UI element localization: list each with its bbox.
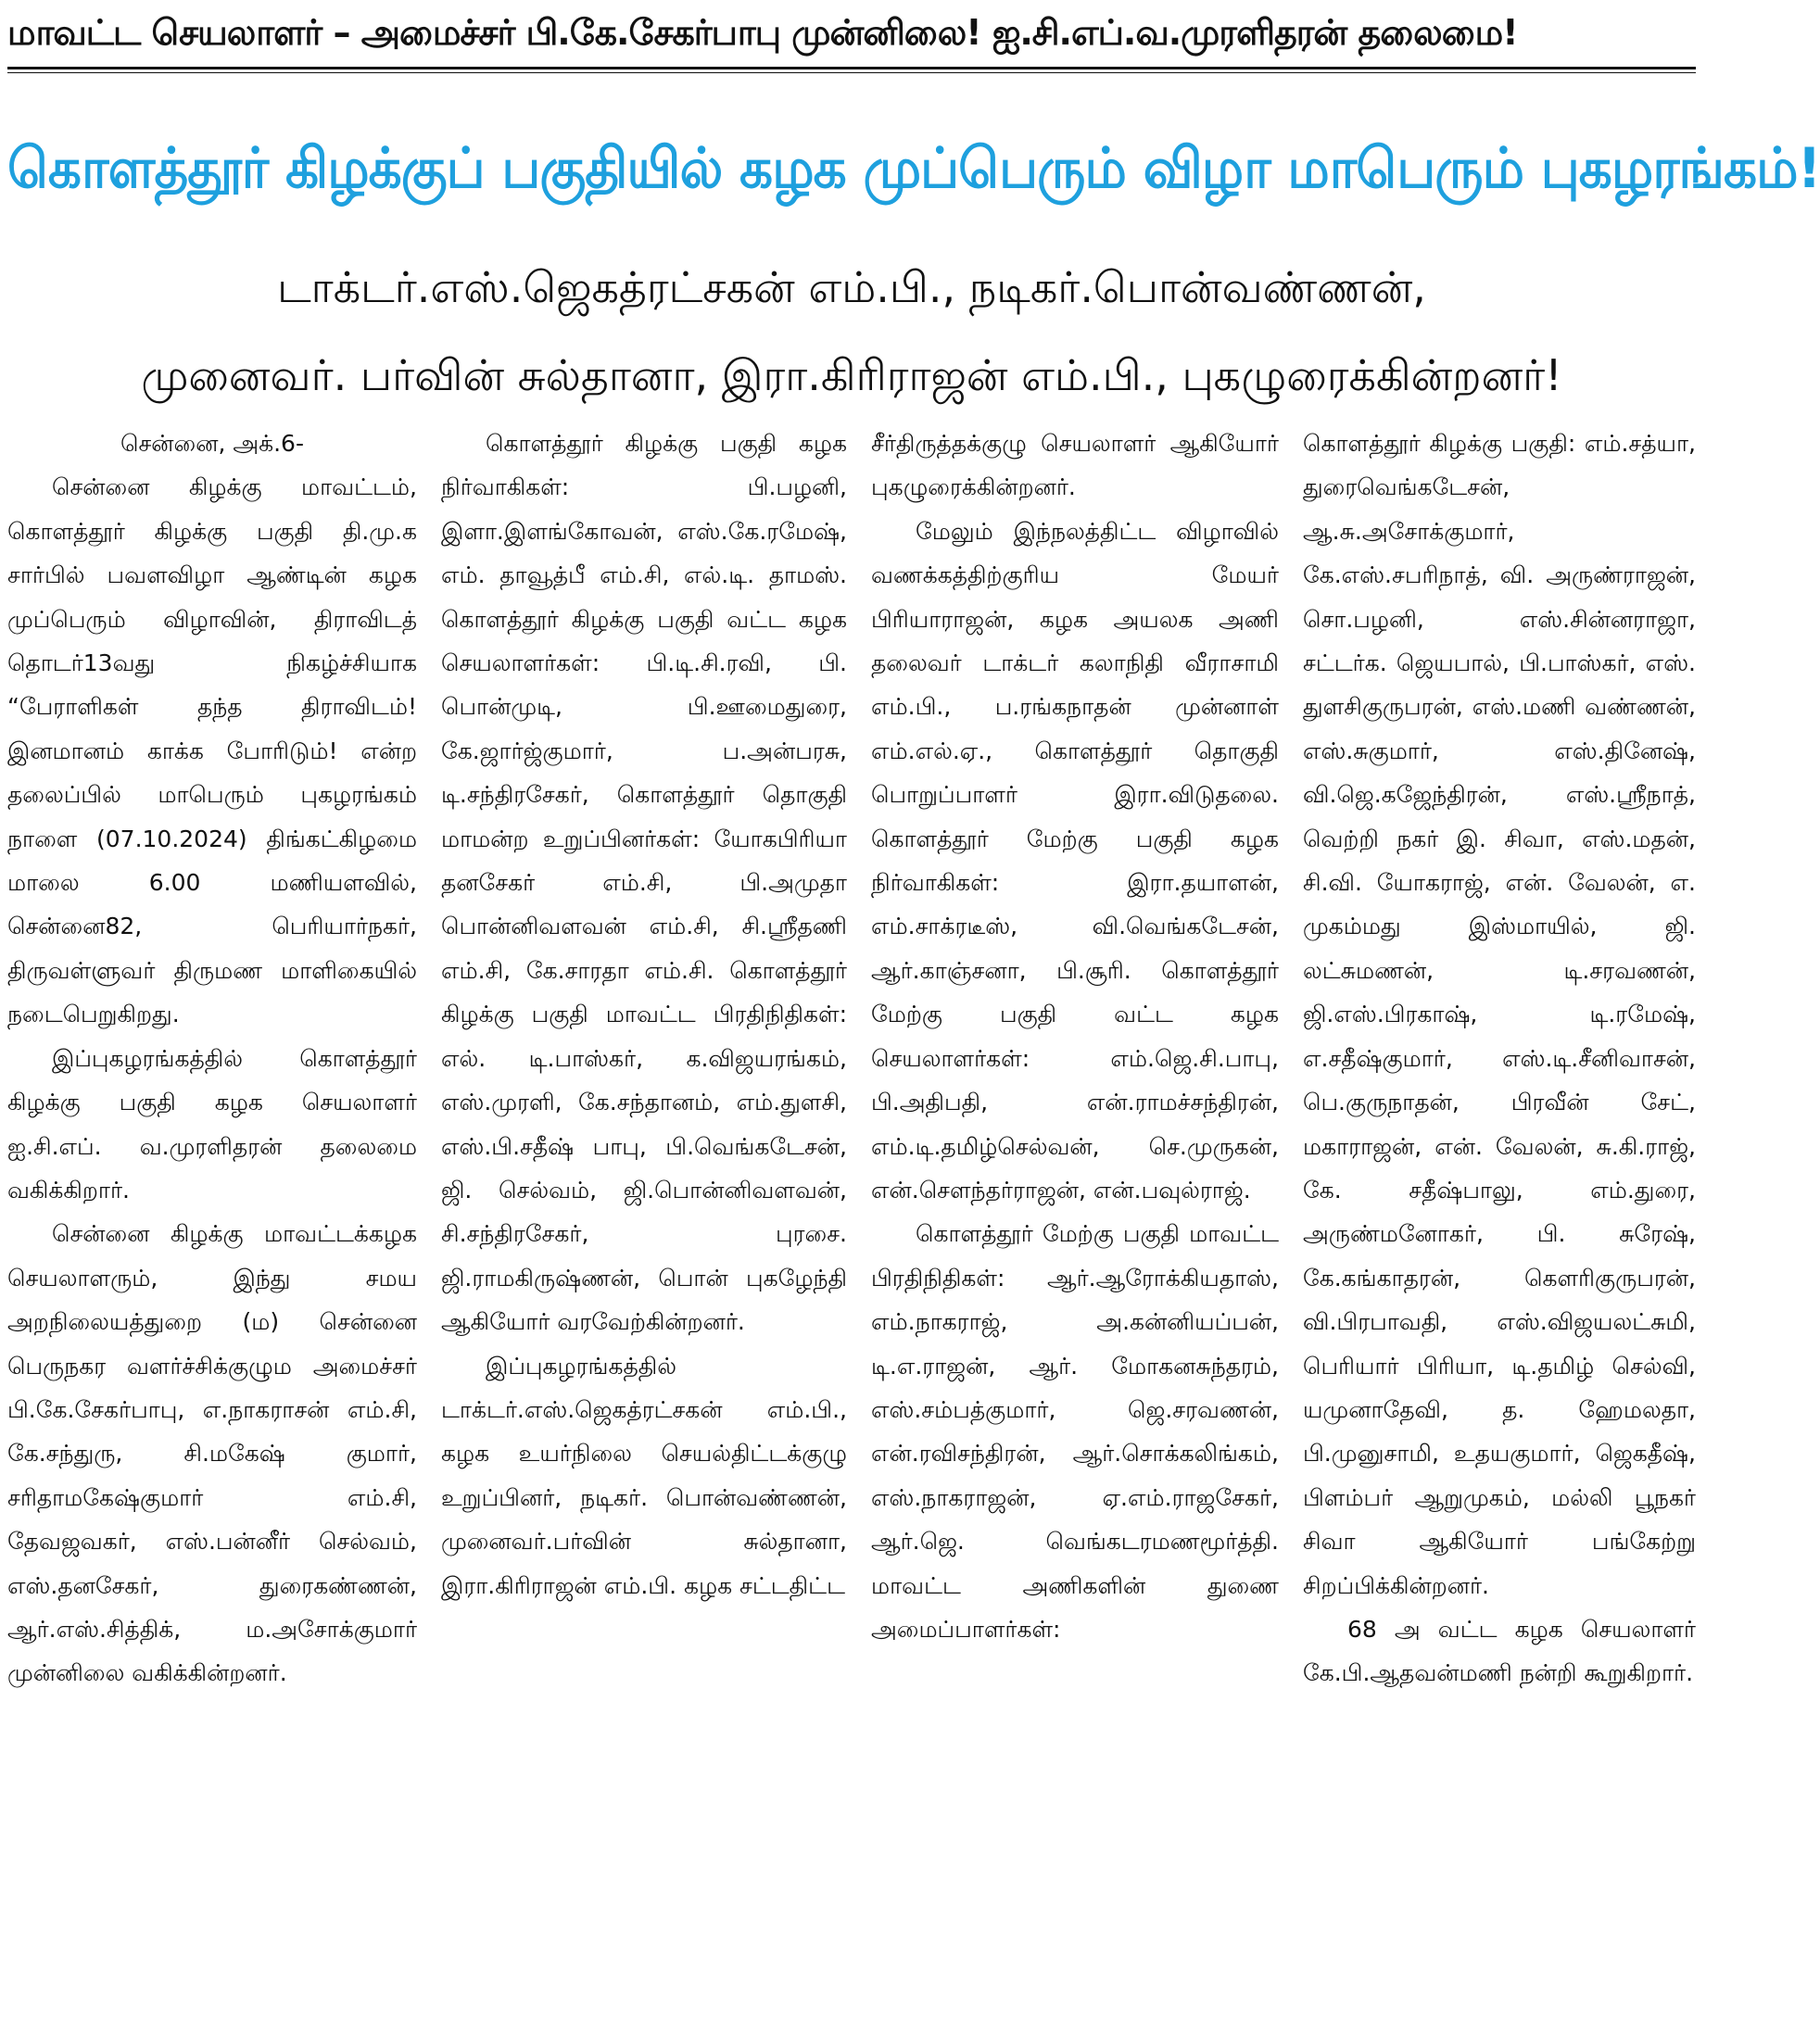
paragraph: கொளத்தூர் கிழக்கு பகுதி: எம்.சத்யா, துரைவெங்கடேசன், ஆ.சு.அசோக்குமார், கே.எஸ்.சபரிநாத், வி. அருண்ராஜன், சொ.பழனி, எஸ்.சின்னராஜா, சட்டர்க. ஜெயபால், பி.பாஸ்கர், எஸ். துளசிகுருபரன், எஸ்.மணி வண்ணன், எஸ்.சுகுமார், எஸ்.தினேஷ், வி.ஜெ.கஜேந்திரன், எஸ்.ஸ்ரீநாத், வெற்றி நகர் இ. சிவா, எஸ்.மதன், சி.வி. யோகராஜ், என். வேலன், எ. முகம்மது இஸ்மாயில், ஜி. லட்சுமணன், டி.சரவணன், ஜி.எஸ்.பிரகாஷ், டி.ரமேஷ், எ.சதீஷ்குமார், எஸ்.டி.சீனிவாசன், பெ.குருநாதன், பிரவீன் சேட், மகாராஜன், என். வேலன், சு.கி.ராஜ், கே. சதீஷ்பாலு, எம்.துரை, அருண்மனோகர், பி. சுரேஷ், கே.கங்காதரன், கௌரிகுருபரன், வி.பிரபாவதி, எஸ்.விஜயலட்சுமி, பெரியார் பிரியா, டி.தமிழ் செல்வி, யமுனாதேவி, த. ஹேமலதா, பி.முனுசாமி, உதயகுமார், ஜெகதீஷ், பிளம்பர் ஆறுமுகம், மல்லி பூநகர் சிவா ஆகியோர் பங்கேற்று சிறப்பிக்கின்றனர். (1303, 430, 1696, 1599)
top-rule-thin (7, 72, 1696, 73)
article-body (7, 422, 1696, 2024)
column-2 (441, 422, 847, 2024)
paragraph: சீர்திருத்தக்குழு செயலாளர் ஆகியோர் புகழுரைக்கின்றனர். (871, 430, 1279, 501)
paragraph: இப்புகழரங்கத்தில் கொளத்தூர் கிழக்கு பகுதி கழக செயலாளர் ஐ.சி.எப். வ.முரளிதரன் தலைமை வகிக்கிறார். (7, 1044, 417, 1204)
subhead-line-1: டாக்டர்.எஸ்.ஜெகத்ரட்சகன் எம்.பி., நடிகர்.பொன்வண்ணன், (277, 262, 1426, 312)
paragraph: கொளத்தூர் மேற்கு பகுதி மாவட்ட பிரதிநிதிகள்: ஆர்.ஆரோக்கியதாஸ், எம்.நாகராஜ், அ.கன்னியப்பன், டி.எ.ராஜன், ஆர். மோகனசுந்தரம், எஸ்.சம்பத்குமார், ஜெ.சரவணன், என்.ரவிசந்திரன், ஆர்.சொக்கலிங்கம், எஸ்.நாகராஜன், ஏ.எம்.ராஜசேகர், ஆர்.ஜெ. வெங்கடரமணமூர்த்தி. மாவட்ட அணிகளின் துணை அமைப்பாளர்கள்: (871, 1220, 1279, 1643)
kicker-line: மாவட்ட செயலாளர் – அமைச்சர் பி.கே.சேகர்பாபு முன்னிலை! ஐ.சி.எப்.வ.முரளிதரன் தலைமை! (7, 12, 1518, 53)
dateline: சென்னை, அக்.6- (120, 430, 304, 457)
paragraph: 68 அ வட்ட கழக செயலாளர் கே.பி.ஆதவன்மணி நன்றி கூறுகிறார். (1303, 1615, 1696, 1687)
paragraph: சென்னை கிழக்கு மாவட்டக்கழக செயலாளரும், இந்து சமய அறநிலையத்துறை (ம) சென்னை பெருநகர வளர்ச்சிக்குழும அமைச்சர் பி.கே.சேகர்பாபு, எ.நாகராசன் எம்.சி, கே.சந்துரு, சி.மகேஷ் குமார், சரிதாமகேஷ்குமார் எம்.சி, தேவஜவகர், எஸ்.பன்னீர் செல்வம், எஸ்.தனசேகர், துரைகண்ணன், ஆர்.எஸ்.சித்திக், ம.அசோக்குமார் முன்னிலை வகிக்கின்றனர். (7, 1220, 417, 1687)
paragraph: சென்னை கிழக்கு மாவட்டம், கொளத்தூர் கிழக்கு பகுதி தி.மு.க சார்பில் பவளவிழா ஆண்டின் கழக முப்பெரும் விழாவின், திராவிடத் தொடர்13வது நிகழ்ச்சியாக “பேராளிகள் தந்த திராவிடம்! இனமானம் காக்க போரிடும்! என்ற தலைப்பில் மாபெரும் புகழரங்கம் நாளை (07.10.2024) திங்கட்கிழமை மாலை 6.00 மணியளவில், சென்னை82, பெரியார்நகர், திருவள்ளுவர் திருமண மாளிகையில் நடைபெறுகிறது. (7, 473, 417, 1028)
column-3 (871, 422, 1279, 2024)
paragraph: கொளத்தூர் கிழக்கு பகுதி கழக நிர்வாகிகள்: பி.பழனி, இளா.இளங்கோவன், எஸ்.கே.ரமேஷ், எம். தாவூத்பீ எம்.சி, எல்.டி. தாமஸ். கொளத்தூர் கிழக்கு பகுதி வட்ட கழக செயலாளர்கள்: பி.டி.சி.ரவி, பி. பொன்முடி, பி.ஊமைதுரை, கே.ஜார்ஜ்குமார், ப.அன்பரசு, டி.சந்திரசேகர், கொளத்தூர் தொகுதி மாமன்ற உறுப்பினர்கள்: யோகபிரியா தனசேகர் எம்.சி, பி.அமுதா பொன்னிவளவன் எம்.சி, சி.ஸ்ரீதணி எம்.சி, கே.சாரதா எம்.சி. கொளத்தூர் கிழக்கு பகுதி மாவட்ட பிரதிநிதிகள்: எல். டி.பாஸ்கர், க.விஜயரங்கம், எஸ்.முரளி, கே.சந்தானம், எம்.துளசி, எஸ்.பி.சதீஷ் பாபு, பி.வெங்கடேசன், ஜி. செல்வம், ஜி.பொன்னிவளவன், சி.சந்திரசேகர், புரசை. ஜி.ராமகிருஷ்ணன், பொன் புகழேந்தி ஆகியோர் வரவேற்கின்றனர். (441, 430, 847, 1336)
top-rule (7, 67, 1696, 69)
paragraph: இப்புகழரங்கத்தில் டாக்டர்.எஸ்.ஜெகத்ரட்சகன் எம்.பி., கழக உயர்நிலை செயல்திட்டக்குழு உறுப்பினர், நடிகர். பொன்வண்ணன், முனைவர்.பர்வின் சுல்தானா, இரா.கிரிராஜன் எம்.பி. கழக சட்டதிட்ட (441, 1352, 847, 1599)
headline: கொளத்தூர் கிழக்குப் பகுதியில் கழக முப்பெரும் விழா மாபெரும் புகழரங்கம்! (7, 136, 1820, 201)
subhead-line-2: முனைவர். பர்வின் சுல்தானா, இரா.கிரிராஜன் எம்.பி., புகழுரைக்கின்றனர்! (141, 350, 1562, 400)
column-4 (1303, 422, 1696, 2024)
paragraph: மேலும் இந்நலத்திட்ட விழாவில் வணக்கத்திற்குரிய மேயர் பிரியாராஜன், கழக அயலக அணி தலைவர் டாக்டர் கலாநிதி வீராசாமி எம்.பி., ப.ரங்கநாதன் முன்னாள் எம்.எல்.ஏ., கொளத்தூர் தொகுதி பொறுப்பாளர் இரா.விடுதலை. கொளத்தூர் மேற்கு பகுதி கழக நிர்வாகிகள்: இரா.தயாளன், எம்.சாக்ரடீஸ், வி.வெங்கடேசன், ஆர்.காஞ்சனா, பி.சூரி. கொளத்தூர் மேற்கு பகுதி வட்ட கழக செயலாளர்கள்: எம்.ஜெ.சி.பாபு, பி.அதிபதி, என்.ராமச்சந்திரன், எம்.டி.தமிழ்செல்வன், செ.முருகன், என்.சௌந்தர்ராஜன், என்.பவுல்ராஜ். (871, 517, 1279, 1204)
column-1 (7, 422, 417, 2024)
